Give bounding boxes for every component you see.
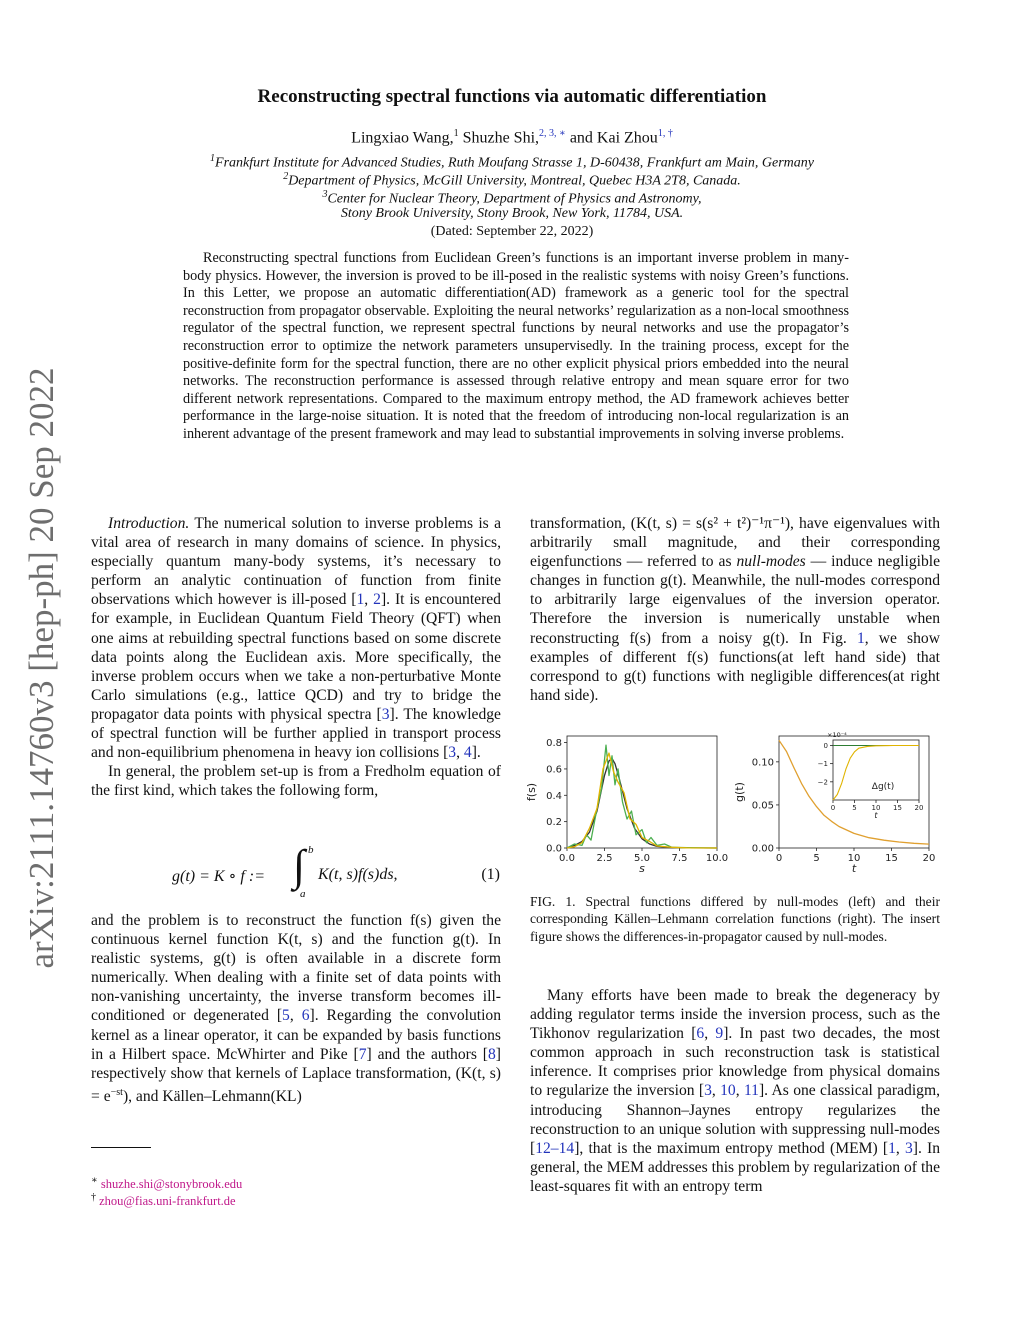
- x-tick-label: 0.0: [559, 853, 575, 864]
- dated-line: (Dated: September 22, 2022): [430, 224, 594, 239]
- text-run: ]. In past two decades, the most common approach in such reconstruction task is statistical inference. It comprises prior knowledge from physical domains to regularize the inversion [: [530, 1025, 941, 1100]
- author-affil-sup: 1: [453, 128, 459, 139]
- inset-scale-label: ×10⁻⁴: [827, 731, 847, 739]
- citation-link[interactable]: 3: [448, 744, 457, 762]
- text-run: ] and the authors [: [366, 1045, 488, 1063]
- author-affil-sup[interactable]: 2, 3, ∗: [539, 128, 566, 139]
- y-tick-label: 0: [823, 741, 828, 750]
- footnote-mark: ∗: [91, 1175, 98, 1186]
- author-affil-sup[interactable]: 1, †: [657, 128, 673, 139]
- figure-1: [527, 728, 942, 878]
- left-column-top: [91, 514, 501, 800]
- affiliation-3-cont: Stony Brook University, Stony Brook, New York, 11784, USA.: [340, 206, 684, 221]
- x-tick-label: 10: [871, 804, 881, 812]
- text-run: transformation, (K(t, s) = s(s² + t²)⁻¹π⁻¹), have eigenvalues with arbitrarily small magnitude, and their corresponding eigenfunctions — referred to as: [530, 515, 940, 571]
- text-run: The numerical solution to inverse problems is a vital area of research in many domains of science. In physics, especially quantum many-body systems, it’s necessary to perform an analytic continuation of function from finite observations which however is ill-posed [: [91, 515, 501, 609]
- y-tick-label: −2: [817, 778, 828, 787]
- y-tick-label: 0.4: [546, 790, 562, 802]
- text-run: and the problem is to reconstruct the function f(s) given the continuous kernel function K(t, s) and the function g(t). In realistic systems, g(t) is often available in a discrete form numerically. When dealing with a finite set of data points with non-vanishing uncertainty, the inverse transform becomes ill-conditioned or degenerated [: [91, 912, 501, 1025]
- text-run: ]. The knowledge of spectral function will be further applied in transport process and non-equilibrium phenomena in heavy ion collisions [: [91, 705, 501, 762]
- x-tick-label: 2.5: [596, 853, 613, 864]
- right-plot-correlator: [733, 731, 935, 875]
- intro-heading: Introduction.: [108, 515, 190, 532]
- citation-link[interactable]: 10: [720, 1082, 736, 1100]
- eq-rhs: K(t, s)f(s)ds,: [318, 866, 398, 883]
- citation-link[interactable]: 11: [743, 1082, 759, 1100]
- y-axis-label: f(s): [525, 782, 538, 802]
- series-line: [567, 758, 717, 848]
- y-tick-label: 0.6: [546, 764, 562, 776]
- author-name: and Kai Zhou: [569, 129, 658, 147]
- kernel-paragraph: and the problem is to reconstruct the function f(s) given the continuous kernel function K(t, s) and the function g(t). In realistic systems, g(t) is often available in a discrete form numerically. When dealing with a finite set of data points with non-vanishing uncertainty, the inverse transform becomes ill-conditioned or degenerated [5, 6]. Regarding the convolution kernel as a linear operator, it can be expanded by basis functions in a Hilbert space. McWhirter and Pike [7] and the authors [8] respectively show that kernels of Laplace transformation, (K(t, $s) = e^{-st}$), and Källen–Lehmann(KL): [91, 912, 501, 1106]
- author-list: [0, 128, 1024, 147]
- text-run: ]. Regarding the convolution kernel as a linear operator, it can be expanded by basis functions in a Hilbert space. McWhirter and Pike [: [91, 1007, 501, 1063]
- x-tick-label: 7.5: [671, 853, 688, 864]
- inset-label: Δg(t): [871, 782, 895, 792]
- affil-sup: 2: [283, 171, 289, 182]
- x-tick-label: 5: [813, 853, 820, 864]
- y-tick-label: 0.05: [751, 800, 774, 812]
- x-tick-label: 5: [852, 804, 857, 812]
- exponent: −st: [110, 1086, 123, 1098]
- x-tick-label: 15: [885, 853, 898, 864]
- right-column-top: [530, 514, 940, 705]
- y-tick-label: −1: [817, 760, 828, 769]
- affil-sup: 3: [322, 189, 328, 200]
- citation-link[interactable]: 8: [488, 1045, 496, 1063]
- x-tick-label: 15: [893, 804, 902, 812]
- text-run: ), and Källen–Lehmann(KL): [122, 1088, 302, 1106]
- inset-plot: [818, 731, 924, 820]
- paper-title: Reconstructing spectral functions via automatic differentiation: [257, 86, 767, 107]
- null-mode-paragraph: [530, 514, 940, 705]
- affiliation-1: [0, 153, 1024, 172]
- figure-link[interactable]: 1: [856, 629, 865, 647]
- abstract-text: Reconstructing spectral functions from Euclidean Green’s functions is an important inverse problem in many-body physics. However, the inversion is proved to be ill-posed in the realistic systems with noisy Green’s functions. In this Letter, we propose an automatic differentiation(AD) framework as a generic tool for the spectral reconstruction from propagator observable. Exploiting the neural networks’ regularization as a non-local smoothness regulator of the spectral function, we represent spectral functions by neural networks and use the propagator’s reconstruction error to optimize the network parameters unsupervisedly. In the training process, except for the positive-definite form for the spectral function, there are no other explicit physical priors embedded into the neural networks. The reconstruction performance is assessed through relative entropy and mean square error for two different network representations. Compared to the maximum entropy method, the AD framework achieves better performance in the large-noise situation. It is noted that the freedom of introducing non-local regularization is an inherent advantage of the present framework and may lead to substantial improvements in solving inverse problems.: [183, 250, 849, 442]
- email-link[interactable]: zhou@fias.uni-frankfurt.de: [99, 1194, 236, 1209]
- text-run: ]. In general, the MEM addresses this problem by regularization of the least-squares fit with an entropy term: [530, 1139, 941, 1195]
- text-run: Many efforts have been made to break the degeneracy by adding regulator terms inside the inversion process, such as the Tikhonov regularization [: [530, 987, 940, 1043]
- text-run: ]. As one classical paradigm, introducing Shannon–Jaynes entropy regularizes the reconstruction to an unique solution with suppressing null-modes [: [530, 1082, 940, 1157]
- series-line: [567, 753, 717, 848]
- right-column-bottom: [530, 986, 940, 1196]
- eq-upper-limit: b: [308, 844, 314, 856]
- integral-sign: ∫: [293, 841, 306, 890]
- footnote-2: [91, 1192, 236, 1209]
- left-plot-spectral: [525, 736, 728, 875]
- eq-lhs: g(t) = K ∘ f :=: [172, 868, 265, 885]
- footnote-rule: [91, 1147, 151, 1148]
- text-run: , we show examples of different f(s) functions(at left hand side) that correspond to g(t) functions with negligible differences(at right hand side).: [530, 629, 940, 704]
- y-tick-label: 0.8: [546, 738, 562, 750]
- citation-link[interactable]: 6: [301, 1007, 310, 1025]
- footnote-mark: †: [91, 1192, 96, 1203]
- figure-caption: FIG. 1. Spectral functions differed by null-modes (left) and their corresponding Källen–Lehmann correlation functions (right). The insert figure shows the differences-in-propagator caused by null-modes.: [530, 894, 940, 944]
- x-tick-label: 0: [775, 853, 783, 864]
- y-axis-label: g(t): [733, 782, 746, 802]
- citation-link[interactable]: 9: [715, 1025, 724, 1043]
- series-line: [779, 740, 929, 844]
- y-tick-label: 0.10: [751, 757, 774, 769]
- y-tick-label: 0.0: [546, 843, 562, 855]
- x-tick-label: 20: [914, 804, 924, 812]
- eq-lower-limit: a: [300, 888, 306, 900]
- arxiv-id: arXiv:2111.14760v3 [hep-ph] 20 Sep 2022: [22, 367, 61, 969]
- citation-link[interactable]: 7: [358, 1045, 367, 1063]
- author-name: Lingxiao Wang,: [351, 129, 454, 147]
- citation-link[interactable]: 5: [282, 1007, 290, 1025]
- x-tick-label: 10: [847, 853, 861, 864]
- equation-1: [90, 841, 500, 908]
- email-link[interactable]: shuzhe.shi@stonybrook.edu: [100, 1177, 243, 1192]
- eq-number: (1): [481, 866, 500, 883]
- citation-link[interactable]: 1: [888, 1139, 896, 1157]
- y-tick-label: 0.00: [751, 843, 774, 855]
- citation-link[interactable]: 1: [356, 591, 365, 609]
- footnote-1: [91, 1175, 242, 1192]
- emphasis: null-modes: [736, 553, 806, 571]
- citation-link[interactable]: 3: [904, 1139, 913, 1157]
- text-run: ]. It is encountered for example, in Euclidean Quantum Field Theory (QFT) when one aims at rebuilding spectral functions based on some discrete data points along the Euclidean axis. More specifically, the inverse problem occurs when we take a non-perturbative Monte Carlo simulations (e.g., lattice QCD) and try to bridge the propagator data points with physical spectra [: [91, 591, 501, 723]
- text-run: — induce negligible changes in function g(t). Meanwhile, the null-modes correspond to arbitrarily large eigenvalues of the inversion operator. Therefore the inversion is numerically unstable when reconstructing f(s) from a noisy g(t). In Fig.: [530, 553, 941, 647]
- affil-text: Center for Nuclear Theory, Department of Physics and Astronomy,: [327, 191, 702, 207]
- affil-text: Department of Physics, McGill University, Montreal, Quebec H3A 2T8, Canada.: [288, 173, 741, 189]
- affil-text: Frankfurt Institute for Advanced Studies, Ruth Moufang Strasse 1, D-60438, Frankfurt am Main, Germany: [215, 155, 814, 171]
- x-tick-label: 10.0: [705, 853, 729, 864]
- citation-link[interactable]: 2: [373, 591, 381, 609]
- citation-link[interactable]: 12–14: [535, 1139, 575, 1157]
- citation-link[interactable]: 6: [696, 1025, 705, 1043]
- citation-link[interactable]: 3: [704, 1082, 712, 1100]
- regularization-paragraph: Many efforts have been made to break the degeneracy by adding regulator terms inside the inversion process, such as the Tikhonov regularization [6, 9]. In past two decades, the most common approach in such reconstruction task is statistical inference. It comprises prior knowledge from physical domains to regularize the inversion [3, 10, 11]. As one classical paradigm, introducing Shannon–Jaynes entropy regularizes the reconstruction to an unique solution with suppressing null-modes [12–14], that is the maximum entropy method (MEM) [1, 3]. In general, the MEM addresses this problem by regularization of the least-squares fit with an entropy term: [530, 987, 941, 1195]
- affil-sup: 1: [210, 153, 216, 164]
- y-tick-label: 0.2: [546, 817, 562, 829]
- citation-link[interactable]: 4: [463, 744, 472, 762]
- x-axis-label: s: [639, 862, 645, 875]
- x-tick-label: 5.0: [634, 853, 650, 864]
- affiliation-3: [0, 189, 1024, 208]
- x-tick-label: 0: [830, 804, 836, 812]
- fredholm-paragraph: In general, the problem set-up is from a Fredholm equation of the first kind, which takes the following form,: [91, 763, 501, 800]
- abstract: [183, 250, 849, 444]
- citation-link[interactable]: 3: [381, 705, 390, 723]
- x-axis-label: t: [851, 862, 857, 875]
- affiliation-2: [0, 171, 1024, 190]
- x-tick-label: 20: [922, 853, 936, 864]
- left-column-bottom: [91, 911, 501, 1106]
- x-axis-label: t: [874, 811, 878, 820]
- text-run: ] respectively show that kernels of Laplace transformation, (K(t, s) = e: [91, 1045, 501, 1106]
- text-run: ], that is the maximum entropy method (MEM) [: [574, 1139, 889, 1157]
- author-name: Shuzhe Shi,: [462, 129, 540, 147]
- intro-paragraph: Introduction. The numerical solution to inverse problems is a vital area of research in many domains of science. In physics, especially quantum many-body systems, it’s necessary to perform an analytic continuation of function from finite observations which however is ill-posed [1, 2]. It is encountered for example, in Euclidean Quantum Field Theory (QFT) when one aims at rebuilding spectral functions based on some discrete data points along the Euclidean axis. More specifically, the inverse problem occurs when we take a non-perturbative Monte Carlo simulations (e.g., lattice QCD) and try to bridge the propagator data points with physical spectra [3]. The knowledge of spectral function will be further applied in transport process and non-equilibrium phenomena in heavy ion collisions [3, 4].: [91, 515, 501, 762]
- arxiv-sidebar-stamp: [12, 348, 72, 988]
